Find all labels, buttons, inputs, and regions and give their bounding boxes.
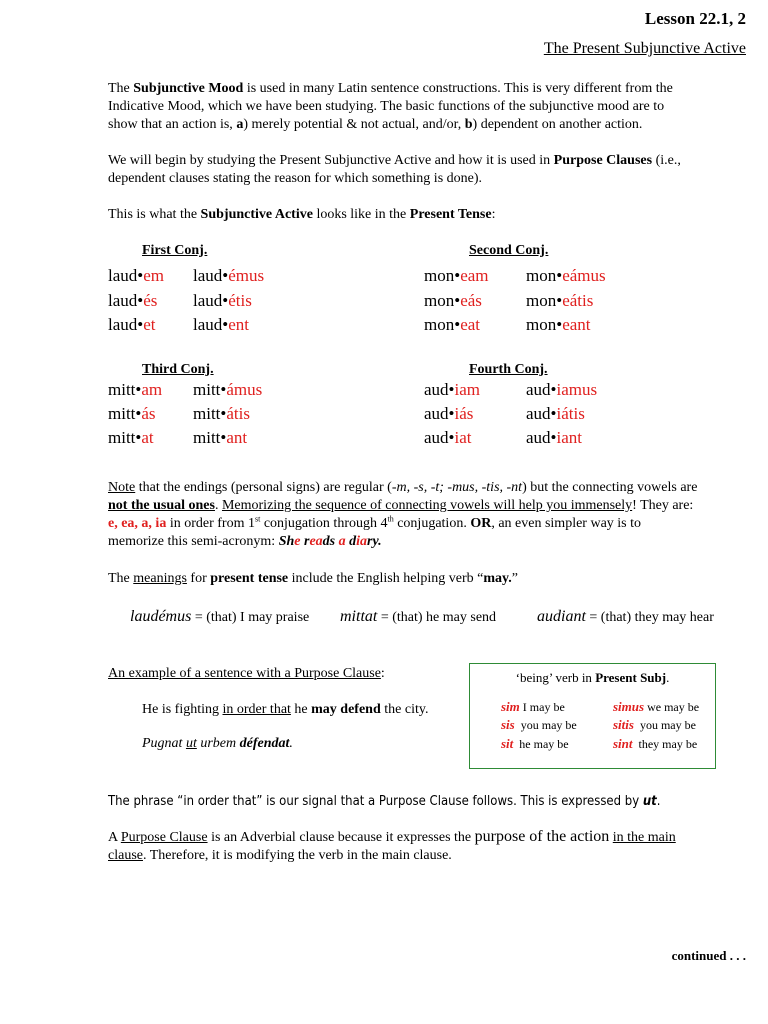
meaning-example: audiant = (that) they may hear xyxy=(537,608,714,625)
conj-form: mitt•am xyxy=(108,380,163,399)
being-form: sis you may be xyxy=(501,717,577,732)
conj-form: aud•iátis xyxy=(526,404,585,423)
conj-form: mon•eátis xyxy=(526,291,594,310)
conj-form: mitt•ás xyxy=(108,404,156,423)
being-box-title: ‘being’ verb in Present Subj. xyxy=(515,670,670,685)
conj-form: mon•eam xyxy=(424,266,489,285)
conj-form: laud•émus xyxy=(193,266,265,285)
second-conj-title: Second Conj. xyxy=(469,243,549,258)
intro-paragraph: The Subjunctive Mood is used in many Latin sentence constructions. This is very different from the Indicative Mood, which we have been studying. The basic functions of the subjunctive mood are to show that an action is, a) merely potential & not actual, and/or, b) dependent on another action. xyxy=(108,81,673,132)
example-heading: An example of a sentence with a Purpose Clause: xyxy=(108,666,385,681)
conj-form: aud•iant xyxy=(526,428,582,447)
being-form: sit he may be xyxy=(501,736,569,751)
being-form: sitis you may be xyxy=(613,717,696,732)
conj-form: laud•étis xyxy=(193,291,252,310)
being-form: simus we may be xyxy=(613,699,700,714)
being-form: sint they may be xyxy=(613,736,698,751)
conj-form: aud•iamus xyxy=(526,380,598,399)
conj-form: laud•ent xyxy=(193,315,250,334)
signal-paragraph: The phrase “in order that” is our signal that a Purpose Clause follows. This is expressed by ut. xyxy=(108,794,661,809)
being-verb-box xyxy=(469,663,716,769)
conj-form: mitt•átis xyxy=(193,404,250,423)
conj-form: laud•és xyxy=(108,291,158,310)
conj-form: aud•iat xyxy=(424,428,472,447)
conj-form: mon•eant xyxy=(526,315,591,334)
english-sentence: He is fighting in order that he may defend the city. xyxy=(142,702,429,717)
first-conj-title: First Conj. xyxy=(142,243,208,258)
lesson-subtitle: The Present Subjunctive Active xyxy=(543,40,746,57)
continued-label: continued . . . xyxy=(671,948,746,963)
fourth-conj-title: Fourth Conj. xyxy=(469,362,548,377)
subjunctive-intro-line: This is what the Subjunctive Active looks like in the Present Tense: xyxy=(108,207,496,222)
conj-form: mon•eat xyxy=(424,315,481,334)
lesson-title: Lesson 22.1, 2 xyxy=(644,9,746,28)
conj-form: laud•em xyxy=(108,266,165,285)
conj-form: mitt•ant xyxy=(193,428,248,447)
purpose-intro-paragraph: We will begin by studying the Present Subjunctive Active and how it is used in Purpose Clauses (i.e., dependent clauses stating the reason for which something is done). xyxy=(108,153,681,186)
conj-form: mon•eámus xyxy=(526,266,606,285)
meanings-line: The meanings for present tense include the English helping verb “may.” xyxy=(108,571,518,586)
conj-form: mitt•ámus xyxy=(193,380,263,399)
conj-form: aud•iam xyxy=(424,380,480,399)
note-paragraph: Note that the endings (personal signs) are regular (-m, -s, -t; -mus, -tis, -nt) but the connecting vowels are not the usual ones. Memorizing the sequence of connecting vowels will help you immensely! They are: e, ea, a, ia in order from 1st conjugation through 4th conjugation. OR, an even simpler way is to memorize this semi-acronym: She reads a diary. xyxy=(108,480,698,549)
meaning-example: mittat = (that) he may send xyxy=(340,608,497,625)
latin-sentence: Pugnat ut urbem défendat. xyxy=(142,736,293,751)
conj-form: aud•iás xyxy=(424,404,474,423)
conj-form: mon•eás xyxy=(424,291,482,310)
semi-acronym: She reads a diary. xyxy=(278,534,382,549)
conj-form: mitt•at xyxy=(108,428,154,447)
conj-form: laud•et xyxy=(108,315,156,334)
third-conj-title: Third Conj. xyxy=(142,362,214,377)
purpose-clause-paragraph: A Purpose Clause is an Adverbial clause because it expresses the purpose of the action in the main clause. Therefore, it is modifying the verb in the main clause. xyxy=(108,828,676,863)
meaning-example: laudémus = (that) I may praise xyxy=(130,608,310,625)
being-form: sim I may be xyxy=(501,699,565,714)
